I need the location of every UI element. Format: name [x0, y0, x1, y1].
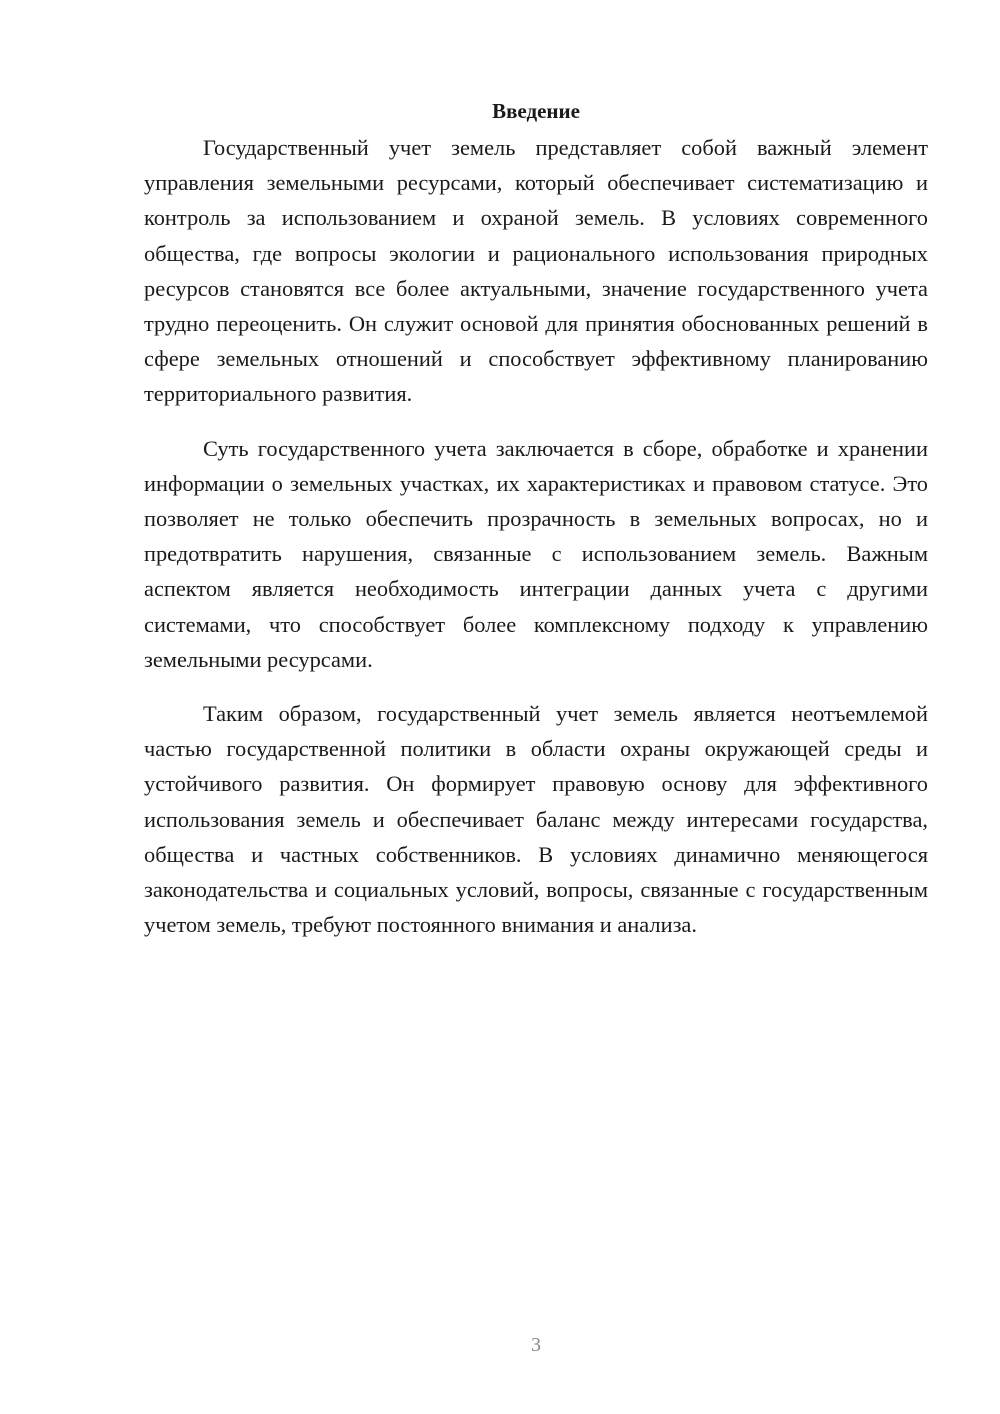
- paragraph-2: Суть государственного учета заключается в сборе, обработке и хранении информации о земельных участках, их характеристиках и правовом статусе. Это позволяет не только обеспечить прозрачность в земельных вопросах, но и предотвратить нарушения, связанные с использованием земель. Важным аспектом является необходимость интеграции данных учета с другими системами, что способствует более комплексному подходу к управлению земельными ресурсами.: [144, 435, 928, 672]
- paragraph-1: Государственный учет земель представляет собой важный элемент управления земельными ресурсами, который обеспечивает систематизацию и контроль за использованием и охраной земель. В условиях современного общества, где вопросы экологии и рационального использования природных ресурсов становятся все более актуальными, значение государственного учета трудно переоценить. Он служит основой для принятия обоснованных решений в сфере земельных отношений и способствует эффективному планированию территориального развития.: [144, 135, 928, 407]
- paragraph-3: Таким образом, государственный учет земель является неотъемлемой частью государственной политики в области охраны окружающей среды и устойчивого развития. Он формирует правовую основу для эффективного использования земель и обеспечивает баланс между интересами государства, общества и частных собственников. В условиях динамично меняющегося законодательства и социальных условий, вопросы, связанные с государственным учетом земель, требуют постоянного внимания и анализа.: [144, 701, 928, 938]
- page-number: 3: [531, 1334, 541, 1356]
- section-heading: Введение: [492, 99, 580, 123]
- page-content: [144, 96, 928, 942]
